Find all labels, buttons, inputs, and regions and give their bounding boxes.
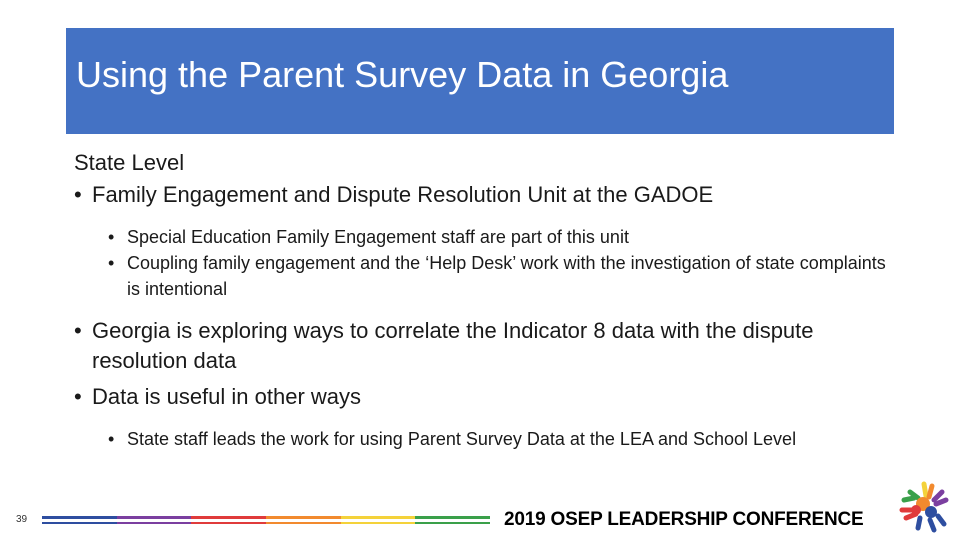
stripe-thin	[42, 522, 490, 524]
conference-name: 2019 OSEP LEADERSHIP CONFERENCE	[504, 509, 864, 530]
bullet-item: • Family Engagement and Dispute Resolution Unit at the GADOE	[74, 180, 904, 210]
bullet-item: • Data is useful in other ways	[74, 382, 904, 412]
sub-bullet-item: • Coupling family engagement and the ‘Help Desk’ work with the investigation of state complaints is intentional	[108, 250, 887, 302]
stripe-segment	[191, 522, 266, 524]
stripe-segment	[415, 516, 490, 519]
sub-bullet-item: • Special Education Family Engagement staff are part of this unit	[108, 224, 904, 250]
stripe-segment	[341, 516, 416, 519]
section-heading: State Level	[74, 150, 185, 175]
stripe-segment	[117, 516, 192, 519]
title-bar	[66, 28, 894, 134]
footer	[0, 500, 960, 540]
stripe-segment	[42, 522, 117, 524]
stripe-segment	[117, 522, 192, 524]
slide-body	[74, 148, 904, 452]
page-number: 39	[16, 514, 28, 525]
slide-title: Using the Parent Survey Data in Georgia	[76, 54, 729, 95]
sub-bullet-item: • State staff leads the work for using Parent Survey Data at the LEA and School Level	[108, 426, 887, 452]
stripe-segment	[266, 516, 341, 519]
colorful-hands-logo-icon	[896, 476, 954, 534]
stripe-segment	[42, 516, 117, 519]
stripe-thick	[42, 516, 490, 519]
stripe-segment	[266, 522, 341, 524]
stripe-segment	[191, 516, 266, 519]
rainbow-stripes	[42, 516, 490, 526]
stripe-segment	[341, 522, 416, 524]
stripe-segment	[415, 522, 490, 524]
bullet-item: • Georgia is exploring ways to correlate the Indicator 8 data with the dispute resolution data	[74, 316, 862, 376]
